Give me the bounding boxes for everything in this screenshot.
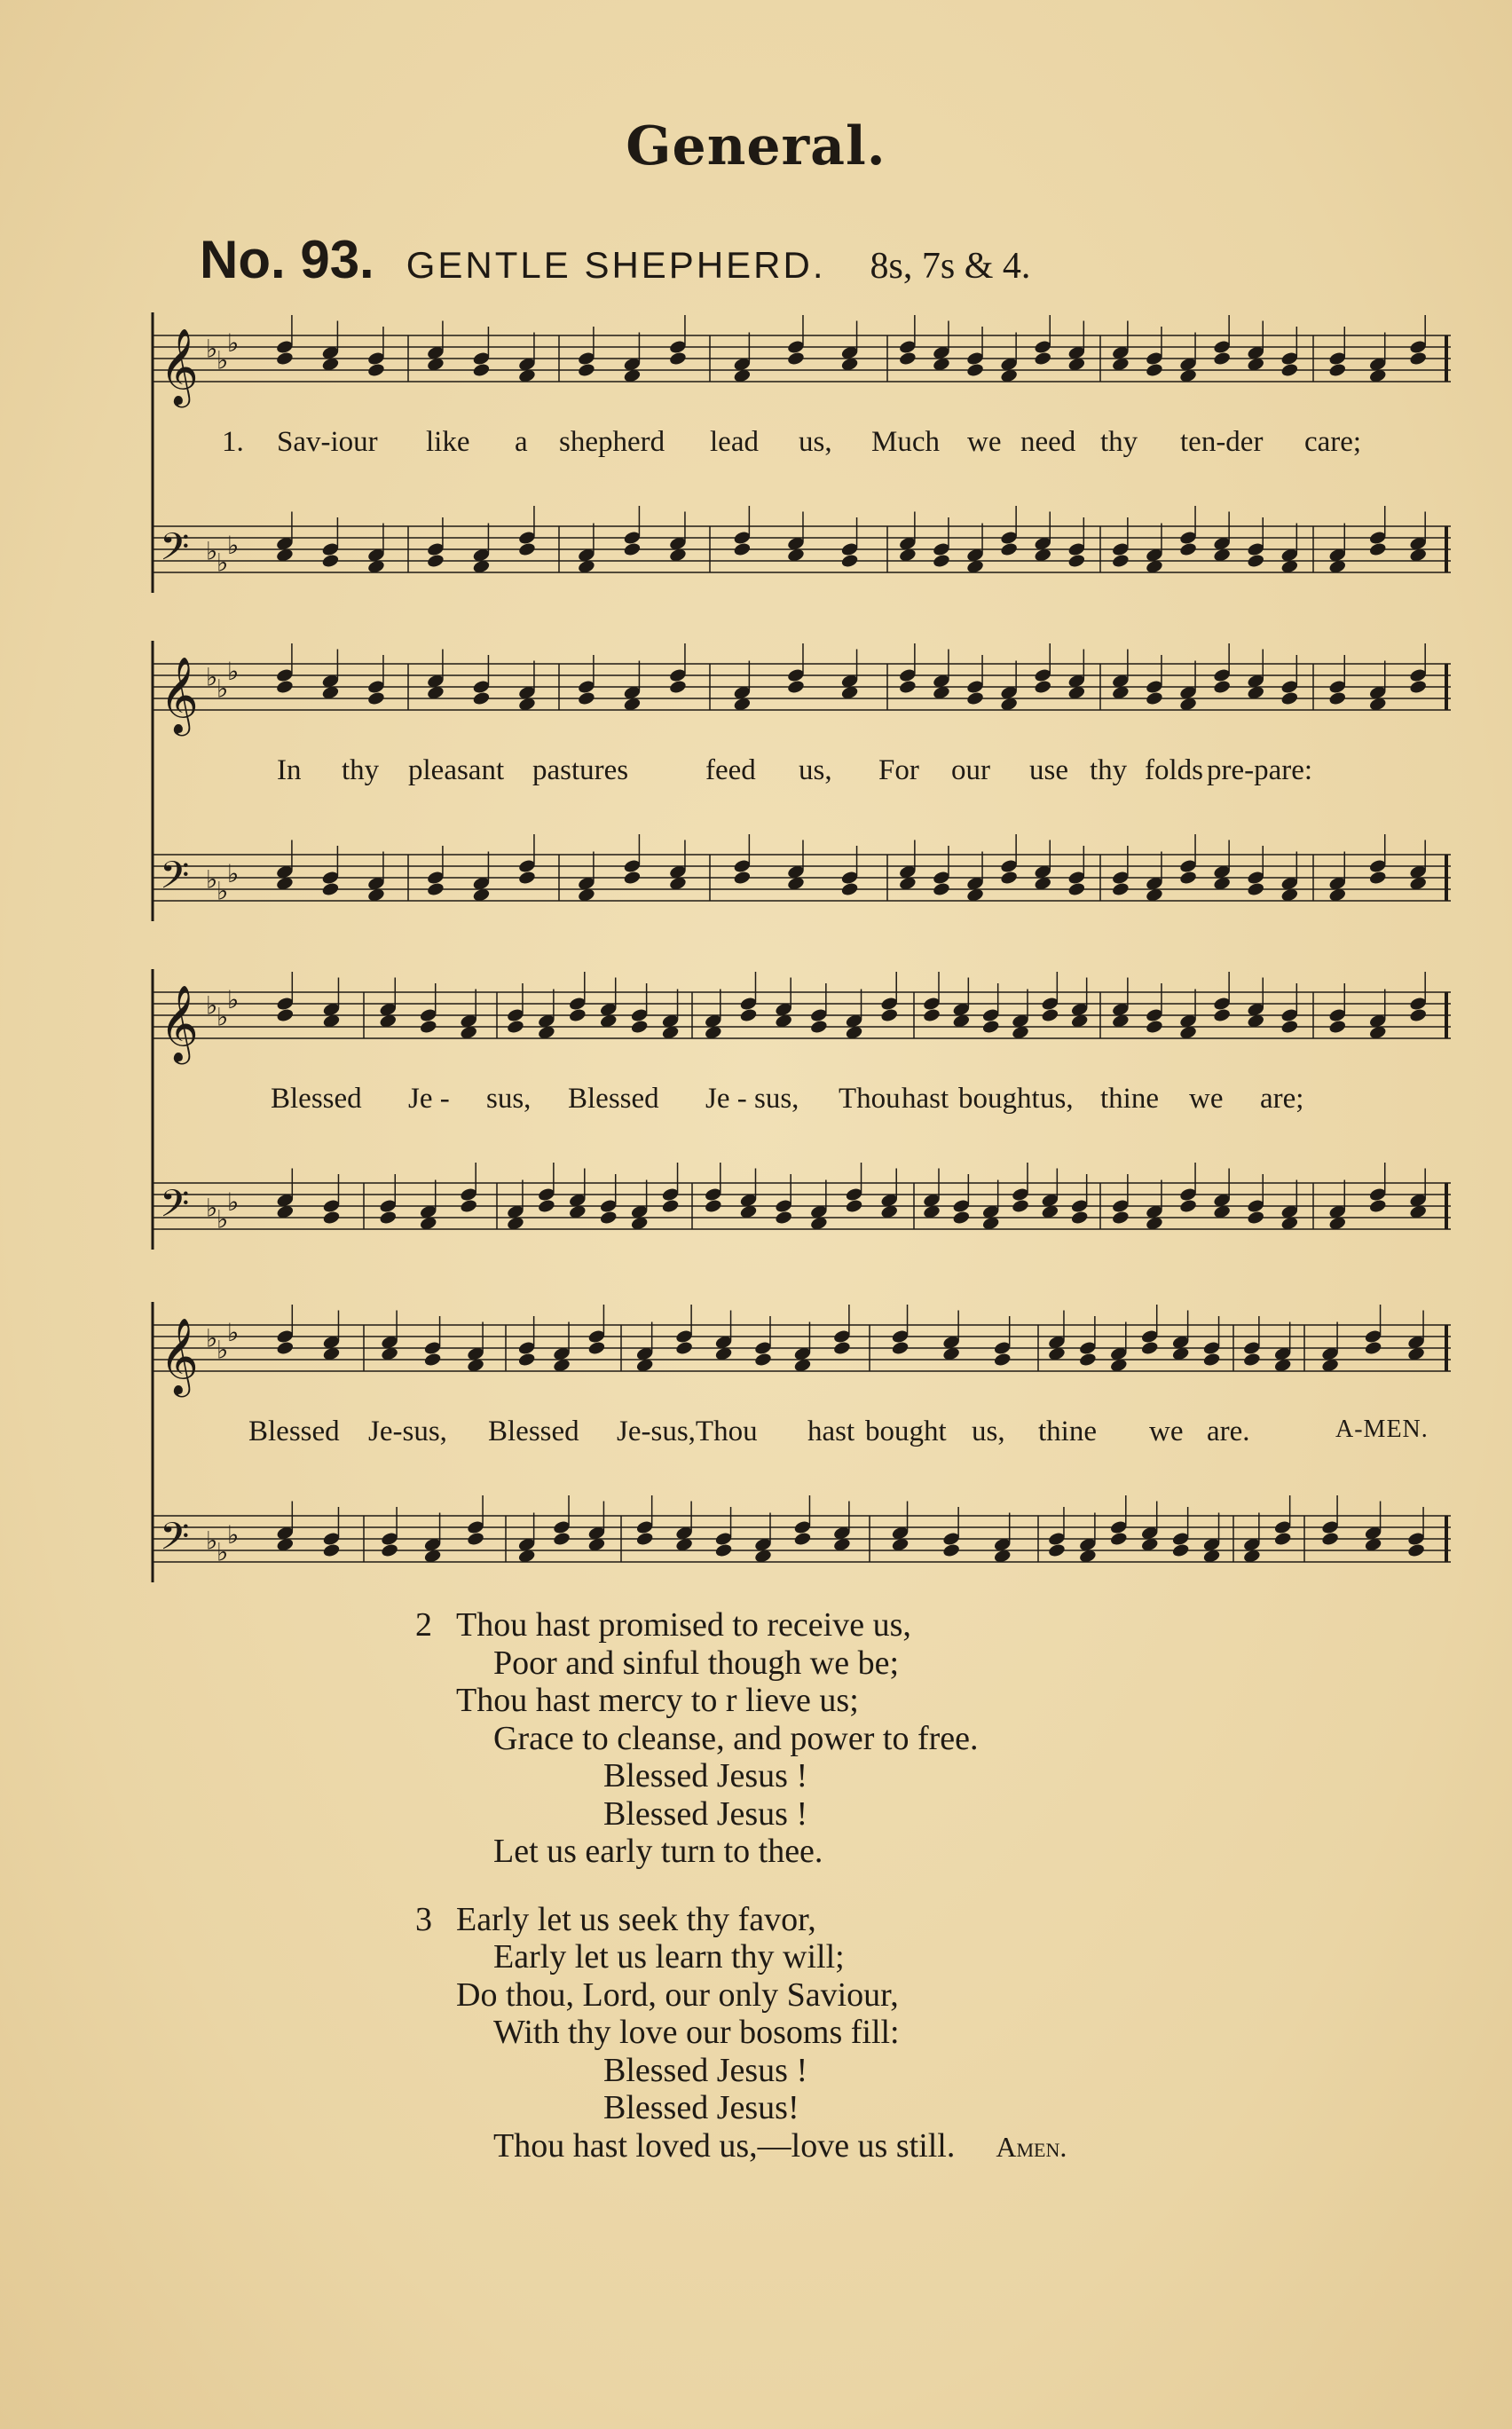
note-head <box>809 1019 828 1034</box>
verse-line <box>415 2127 1303 2166</box>
note-head <box>1070 1210 1089 1225</box>
lyric-syllable: Blessed <box>488 1416 579 1447</box>
flat-sign: ♭ <box>206 538 218 566</box>
lyric-syllable: shepherd <box>559 426 665 458</box>
lyric-line-2 <box>142 754 1455 793</box>
lyric-syllable: thy <box>1100 426 1138 458</box>
verse-line: Do thou, Lord, our only Saviour, <box>456 1976 899 2014</box>
lyric-syllable: we <box>1149 1416 1184 1447</box>
lyric-syllable: thy <box>342 754 380 786</box>
note-head <box>661 1198 680 1213</box>
note-head <box>577 362 595 377</box>
verse-number: 3 <box>415 1900 432 1938</box>
bass-clef: 𝄢 <box>160 1182 190 1235</box>
lyric-syllable: Blessed <box>248 1416 340 1447</box>
note-head <box>786 679 805 694</box>
verse-3 <box>415 1901 1303 2166</box>
note-head <box>1328 1019 1347 1034</box>
note-head <box>993 1352 1012 1367</box>
flat-sign: ♭ <box>206 1325 218 1353</box>
note-head <box>668 351 687 366</box>
lyric-syllable: thine <box>1100 1083 1159 1115</box>
lyric-syllable: we <box>967 426 1002 458</box>
lyric-line-1 <box>142 426 1455 465</box>
flat-sign: ♭ <box>227 1522 240 1550</box>
note-head <box>840 881 859 896</box>
flat-sign: ♭ <box>217 878 229 906</box>
note-head <box>1409 351 1428 366</box>
bass-clef: 𝄢 <box>160 854 190 907</box>
verse-line: With thy love our bosoms fill: <box>493 2014 900 2051</box>
hymn-header <box>200 229 1353 291</box>
note-head <box>1145 690 1163 706</box>
flat-sign: ♭ <box>227 1320 240 1347</box>
note-head <box>675 1340 694 1355</box>
lyric-syllable: thine <box>1038 1416 1097 1447</box>
lyric-syllable: are. <box>1207 1416 1250 1447</box>
note-head <box>423 1352 442 1367</box>
note-head <box>1067 553 1086 568</box>
treble-clef: 𝄞 <box>160 985 199 1061</box>
lyric-syllable: folds <box>1145 754 1203 786</box>
note-head <box>1171 1542 1190 1558</box>
flat-sign: ♭ <box>206 1195 218 1223</box>
note-head <box>898 679 917 694</box>
note-head <box>322 1542 341 1558</box>
note-head <box>1242 1352 1261 1367</box>
lyric-syllable: sus, <box>486 1083 532 1115</box>
note-head <box>832 1340 851 1355</box>
note-head <box>1078 1352 1097 1367</box>
lyric-syllable: Much <box>871 426 940 458</box>
note-head <box>922 1007 941 1022</box>
note-head <box>537 1198 555 1213</box>
note-head <box>966 362 985 377</box>
lyric-syllable: Sav-iour <box>277 426 378 458</box>
note-head <box>714 1542 733 1558</box>
note-head <box>1364 1340 1382 1355</box>
note-head <box>1368 1198 1387 1213</box>
treble-clef: 𝄞 <box>160 328 199 405</box>
hymn-meter: 8s, 7s & 4. <box>870 246 1031 287</box>
note-head <box>1247 553 1265 568</box>
note-head <box>426 881 445 896</box>
note-head <box>840 553 859 568</box>
verse-line: Early let us learn thy will; <box>493 1938 845 1976</box>
verse-line <box>415 1606 1303 1644</box>
lyric-syllable: Blessed <box>568 1083 659 1115</box>
verse-number: 2 <box>415 1606 432 1644</box>
note-head <box>276 1007 295 1022</box>
verse-line: Poor and sinful though we be; <box>493 1644 900 1682</box>
note-head <box>275 351 294 366</box>
note-head <box>898 351 917 366</box>
note-head <box>381 1542 399 1558</box>
note-head <box>704 1198 722 1213</box>
note-head <box>1409 1007 1428 1022</box>
lyric-syllable: For <box>878 754 919 786</box>
music-system-3 <box>142 967 1455 1269</box>
note-head <box>472 362 491 377</box>
note-head <box>966 690 985 706</box>
flat-sign: ♭ <box>227 659 240 686</box>
note-head <box>623 541 642 556</box>
note-head <box>1140 1340 1159 1355</box>
hymn-title: GENTLE SHEPHERD. <box>406 244 826 286</box>
note-head <box>322 1210 341 1225</box>
flat-sign: ♭ <box>227 987 240 1014</box>
note-head <box>321 881 340 896</box>
lyric-syllable: care; <box>1304 426 1362 458</box>
flat-sign: ♭ <box>206 664 218 692</box>
note-head <box>1109 1531 1128 1546</box>
note-head <box>553 1531 571 1546</box>
bass-clef: 𝄢 <box>160 525 190 579</box>
lyric-syllable: Blessed <box>271 1083 362 1115</box>
flat-sign: ♭ <box>217 549 229 578</box>
note-head <box>668 679 687 694</box>
flat-sign: ♭ <box>227 1189 240 1217</box>
verse-text: Thou hast promised to receive us, <box>456 1606 911 1644</box>
note-head <box>952 1210 971 1225</box>
note-head <box>517 870 536 885</box>
note-head <box>1368 870 1387 885</box>
lyric-syllable: we <box>1189 1083 1224 1115</box>
music-system-2 <box>142 639 1455 941</box>
note-head <box>1213 679 1232 694</box>
lyric-amen: A-MEN. <box>1335 1416 1429 1443</box>
note-head <box>623 870 642 885</box>
note-head <box>1034 679 1052 694</box>
note-head <box>472 690 491 706</box>
flat-sign: ♭ <box>217 1004 229 1032</box>
note-head <box>321 553 340 568</box>
lyric-syllable: us, <box>799 426 832 458</box>
treble-clef: 𝄞 <box>160 657 199 733</box>
lyric-syllable: us, <box>799 754 832 786</box>
verse-line: Blessed Jesus ! <box>603 2051 808 2089</box>
music-system-4 <box>142 1300 1455 1602</box>
lyric-syllable: hast <box>807 1416 855 1447</box>
note-head <box>1111 553 1130 568</box>
note-head <box>1047 1542 1066 1558</box>
note-head <box>1145 362 1163 377</box>
lyric-syllable: us, <box>972 1416 1005 1447</box>
lyric-syllable: are; <box>1260 1083 1304 1115</box>
note-head <box>1213 1007 1232 1022</box>
flat-sign: ♭ <box>227 861 240 888</box>
note-head <box>1179 541 1198 556</box>
flat-sign: ♭ <box>206 992 218 1021</box>
note-head <box>1213 351 1232 366</box>
note-head <box>1280 1019 1299 1034</box>
lyric-line-3 <box>142 1083 1455 1122</box>
note-head <box>739 1007 758 1022</box>
verse-2 <box>415 1606 1303 1871</box>
verse-line: Thou hast mercy to r lieve us; <box>456 1682 859 1719</box>
flat-sign: ♭ <box>217 1539 229 1567</box>
bass-clef: 𝄢 <box>160 1515 190 1568</box>
note-head <box>517 1352 536 1367</box>
verse-line <box>415 1901 1303 1939</box>
note-head <box>1111 1210 1130 1225</box>
note-head <box>1409 679 1428 694</box>
note-head <box>733 870 752 885</box>
note-head <box>981 1019 1000 1034</box>
lyric-syllable: Thou <box>839 1083 901 1115</box>
lyric-syllable: bought <box>865 1416 947 1447</box>
flat-sign: ♭ <box>227 330 240 358</box>
lyric-syllable: bought <box>958 1083 1040 1115</box>
note-head <box>275 679 294 694</box>
lyric-syllable: In <box>277 754 302 786</box>
lyric-syllable: our <box>951 754 990 786</box>
verse-line: Grace to cleanse, and power to free. <box>493 1719 979 1757</box>
amen-label: Amen. <box>996 2130 1067 2163</box>
note-head <box>1011 1198 1029 1213</box>
lyric-syllable: Je - <box>408 1083 450 1115</box>
note-head <box>932 553 950 568</box>
note-head <box>793 1531 812 1546</box>
lyric-syllable: 1. <box>222 426 244 458</box>
note-head <box>366 690 385 706</box>
note-head <box>1179 870 1198 885</box>
note-head <box>426 553 445 568</box>
verses-block <box>415 1606 1303 2196</box>
verse-line: Blessed Jesus ! <box>603 1757 808 1794</box>
note-head <box>517 541 536 556</box>
note-head <box>419 1019 437 1034</box>
flat-sign: ♭ <box>206 1527 218 1556</box>
lyric-syllable: Je-sus, <box>368 1416 447 1447</box>
lyric-syllable: feed <box>705 754 756 786</box>
note-head <box>366 362 385 377</box>
note-head <box>1280 362 1299 377</box>
note-head <box>1273 1531 1292 1546</box>
lyric-syllable: thy <box>1090 754 1128 786</box>
note-head <box>460 1198 478 1213</box>
verse-line: Blessed Jesus! <box>603 2089 799 2126</box>
flat-sign: ♭ <box>206 335 218 364</box>
note-head <box>1041 1007 1059 1022</box>
note-head <box>880 1007 899 1022</box>
note-head <box>1328 362 1347 377</box>
note-head <box>753 1352 772 1367</box>
verse-line: Let us early turn to thee. <box>493 1833 823 1870</box>
note-head <box>891 1340 910 1355</box>
note-head <box>568 1007 587 1022</box>
hymn-number: No. 93. <box>200 230 374 289</box>
lyric-syllable: us, <box>1040 1083 1074 1115</box>
section-title: General. <box>626 115 886 177</box>
verse-line: Blessed Jesus ! <box>603 1794 808 1833</box>
treble-clef: 𝄞 <box>160 1318 199 1394</box>
flat-sign: ♭ <box>227 532 240 560</box>
lyric-syllable: lead <box>710 426 759 458</box>
verse-text: Thou hast loved us,—love us still. <box>493 2126 956 2165</box>
lyric-syllable: Je-sus,Thou <box>617 1416 758 1447</box>
lyric-line-4 <box>142 1416 1455 1455</box>
note-head <box>786 351 805 366</box>
note-head <box>932 881 950 896</box>
note-head <box>1321 1531 1340 1546</box>
note-head <box>635 1531 654 1546</box>
note-head <box>379 1210 398 1225</box>
lyric-syllable: hast <box>902 1083 949 1115</box>
note-head <box>1034 351 1052 366</box>
note-head <box>1000 870 1019 885</box>
note-head <box>1202 1352 1221 1367</box>
note-head <box>587 1340 606 1355</box>
lyric-syllable: like <box>426 426 470 458</box>
note-head <box>506 1019 524 1034</box>
lyric-syllable: ten-der <box>1180 426 1264 458</box>
lyric-syllable: pastures <box>532 754 629 786</box>
lyric-syllable: Je - sus, <box>705 1083 799 1115</box>
note-head <box>1280 690 1299 706</box>
note-head <box>845 1198 863 1213</box>
note-head <box>599 1210 618 1225</box>
note-head <box>942 1542 961 1558</box>
lyric-syllable: need <box>1020 426 1076 458</box>
note-head <box>467 1531 485 1546</box>
note-head <box>733 541 752 556</box>
music-system-1 <box>142 311 1455 612</box>
lyric-syllable: a <box>515 426 528 458</box>
flat-sign: ♭ <box>217 347 229 375</box>
note-head <box>1179 1198 1198 1213</box>
lyric-syllable: pleasant <box>408 754 505 786</box>
note-head <box>1067 881 1086 896</box>
note-head <box>1247 881 1265 896</box>
flat-sign: ♭ <box>217 675 229 704</box>
note-head <box>1247 1210 1265 1225</box>
lyric-syllable: use <box>1029 754 1068 786</box>
note-head <box>1111 881 1130 896</box>
note-head <box>1000 541 1019 556</box>
flat-sign: ♭ <box>206 866 218 895</box>
note-head <box>630 1019 649 1034</box>
verse-text: Early let us seek thy favor, <box>456 1900 816 1938</box>
lyric-syllable: pre-pare: <box>1207 754 1313 786</box>
note-head <box>775 1210 793 1225</box>
note-head <box>1145 1019 1163 1034</box>
flat-sign: ♭ <box>217 1206 229 1234</box>
note-head <box>1368 541 1387 556</box>
note-head <box>1328 690 1347 706</box>
note-head <box>1407 1542 1426 1558</box>
flat-sign: ♭ <box>217 1337 229 1365</box>
note-head <box>577 690 595 706</box>
note-head <box>276 1340 295 1355</box>
